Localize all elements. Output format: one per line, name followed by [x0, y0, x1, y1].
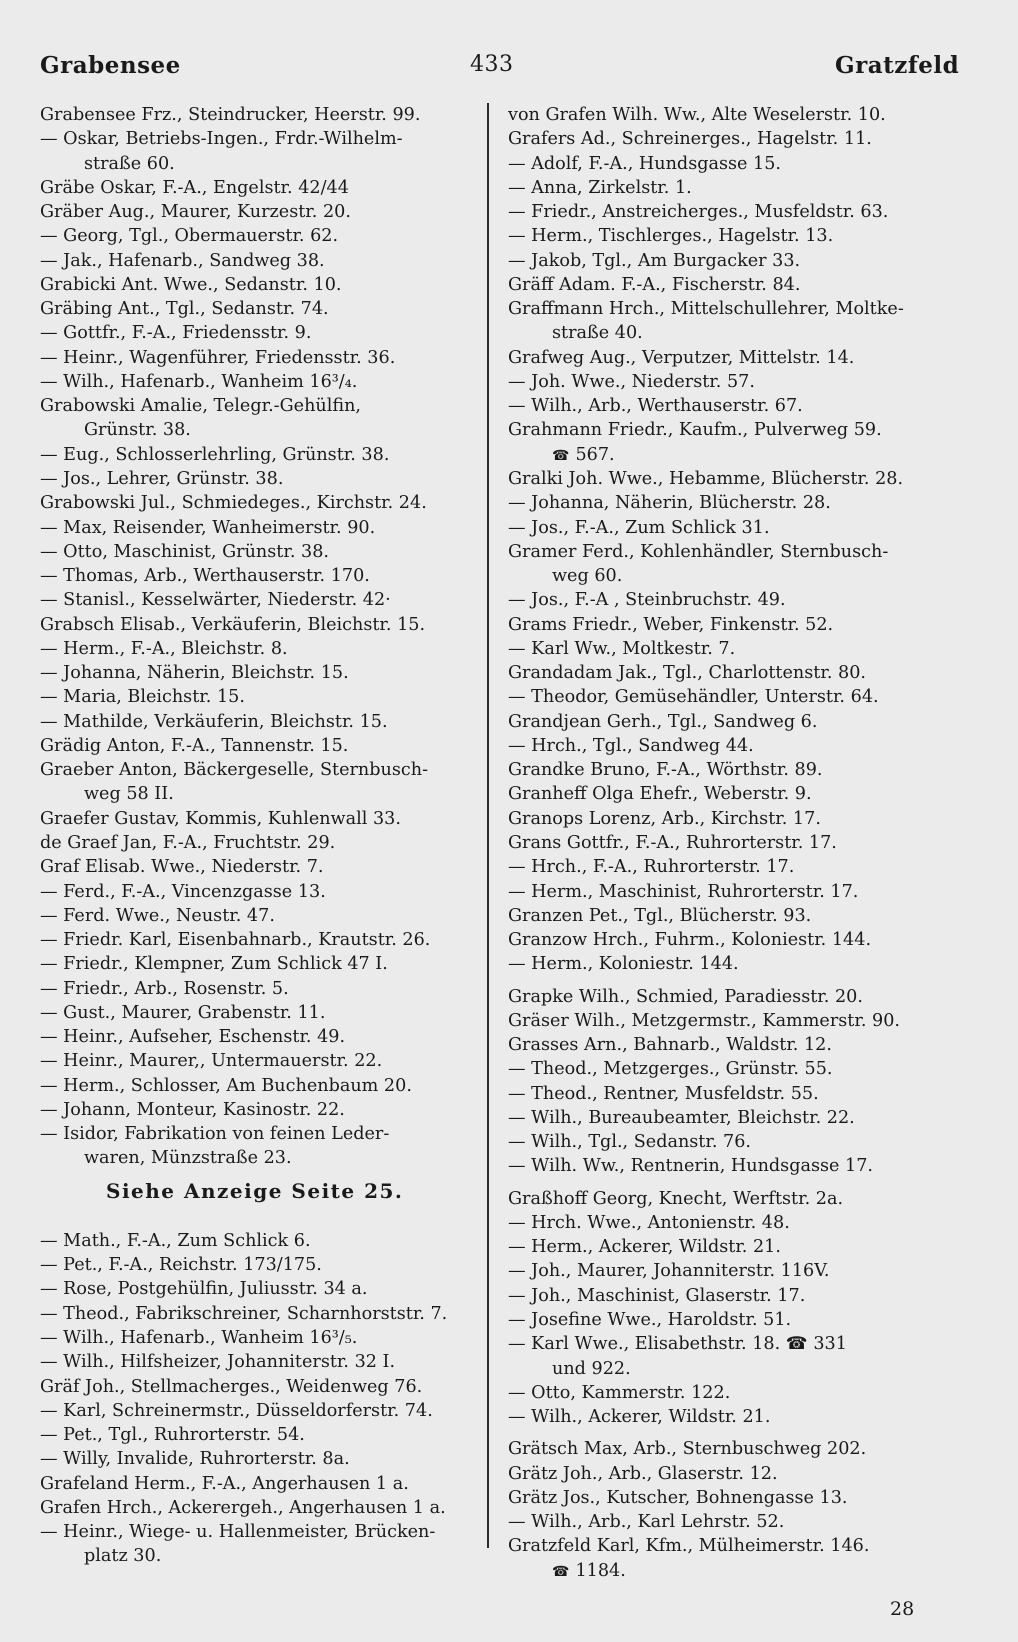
entry-text: Granheff Olga Ehefr., Weberstr. 9.	[508, 784, 812, 805]
directory-entry	[40, 613, 472, 637]
entry-text: platz 30.	[84, 1546, 162, 1567]
directory-entry	[508, 637, 940, 661]
entry-text: Siehe Anzeige Seite 25.	[106, 1178, 404, 1203]
entry-text: — Herm., Ackerer, Wildstr. 21.	[508, 1237, 781, 1258]
entry-text: de Graef Jan, F.-A., Fruchtstr. 29.	[40, 832, 336, 853]
header-left-keyword: Grabensee	[40, 52, 181, 79]
entry-text: Grapke Wilh., Schmied, Paradiesstr. 20.	[508, 986, 863, 1007]
directory-entry	[40, 1375, 472, 1399]
entry-text: — Theod., Metzgerges., Grünstr. 55.	[508, 1059, 833, 1080]
entry-text: — Herm., Koloniestr. 144.	[508, 954, 739, 975]
entry-continuation	[508, 1559, 940, 1583]
directory-entry	[508, 1154, 940, 1178]
entry-text: Graf Elisab. Wwe., Niederstr. 7.	[40, 857, 324, 878]
directory-entry	[508, 1259, 940, 1283]
sheet-number: 28	[890, 1598, 915, 1620]
entry-text: Grams Friedr., Weber, Finkenstr. 52.	[508, 614, 834, 635]
entry-text: Gräff Adam. F.-A., Fischerstr. 84.	[508, 274, 801, 295]
directory-entry	[508, 491, 940, 515]
entry-text: — Herm., Tischlerges., Hagelstr. 13.	[508, 226, 834, 247]
directory-entry	[508, 1033, 940, 1057]
directory-entry	[508, 831, 940, 855]
entry-text: — Wilh., Bureaubeamter, Bleichstr. 22.	[508, 1107, 855, 1128]
directory-entry	[40, 1326, 472, 1350]
entry-text: — Oskar, Betriebs-Ingen., Frdr.-Wilhelm-	[40, 129, 403, 150]
entry-text: — Willy, Invalide, Ruhrorterstr. 8a.	[40, 1449, 350, 1470]
directory-entry	[508, 1308, 940, 1332]
entry-text: Gratzfeld Karl, Kfm., Mülheimerstr. 146.	[508, 1536, 870, 1557]
entry-text: — Heinr., Wiege- u. Hallenmeister, Brücken-	[40, 1522, 436, 1543]
directory-entry	[508, 176, 940, 200]
directory-entry	[508, 516, 940, 540]
directory-entry	[40, 1302, 472, 1326]
directory-entry	[508, 467, 940, 491]
entry-continuation	[40, 152, 472, 176]
directory-entry	[40, 710, 472, 734]
entry-text: Grätz Jos., Kutscher, Bohnengasse 13.	[508, 1487, 848, 1508]
directory-entry	[508, 985, 940, 1009]
entry-text: — Johanna, Näherin, Blücherstr. 28.	[508, 493, 831, 514]
directory-entry	[40, 249, 472, 273]
entry-text: Graßhoff Georg, Knecht, Werftstr. 2a.	[508, 1188, 844, 1209]
entry-text: — Jos., Lehrer, Grünstr. 38.	[40, 468, 284, 489]
directory-entry	[508, 1106, 940, 1130]
entry-text: — Hrch. Wwe., Antonienstr. 48.	[508, 1212, 790, 1233]
entry-text: — Heinr., Maurer,, Untermauerstr. 22.	[40, 1051, 383, 1072]
directory-entry	[40, 1253, 472, 1277]
entry-text: Gräser Wilh., Metzgermstr., Kammerstr. 90.	[508, 1010, 900, 1031]
entry-continuation	[40, 1544, 472, 1568]
entry-text: — Joh., Maschinist, Glaserstr. 17.	[508, 1285, 806, 1306]
directory-entry	[40, 1350, 472, 1374]
left-column	[40, 103, 472, 1569]
directory-entry	[508, 103, 940, 127]
directory-entry	[40, 1025, 472, 1049]
entry-text: von Grafen Wilh. Ww., Alte Weselerstr. 10.	[508, 105, 886, 125]
entry-text: — Gust., Maurer, Grabenstr. 11.	[40, 1002, 326, 1023]
entry-continuation	[40, 1146, 472, 1170]
directory-entry	[508, 1462, 940, 1486]
directory-entry	[40, 491, 472, 515]
entry-text: Graeber Anton, Bäckergeselle, Sternbusch-	[40, 760, 429, 781]
directory-entry	[40, 346, 472, 370]
entry-text: — Wilh., Hafenarb., Wanheim 16³/₅.	[40, 1328, 358, 1349]
entry-text: — Wilh., Hafenarb., Wanheim 16³/₄.	[40, 371, 358, 392]
entry-text: — Friedr., Klempner, Zum Schlick 47 I.	[40, 954, 388, 975]
entry-text: — Friedr., Anstreicherges., Musfeldstr. 63.	[508, 202, 889, 223]
entry-text: — Friedr. Karl, Eisenbahnarb., Krautstr. 26.	[40, 930, 431, 951]
directory-entry	[508, 588, 940, 612]
directory-entry	[508, 685, 940, 709]
directory-entry	[40, 1001, 472, 1025]
entry-text: — Josefine Wwe., Haroldstr. 51.	[508, 1310, 792, 1331]
directory-entry	[508, 152, 940, 176]
entry-text: — Georg, Tgl., Obermauerstr. 62.	[40, 226, 339, 247]
directory-entry	[508, 807, 940, 831]
directory-entry	[508, 1082, 940, 1106]
entry-text: waren, Münzstraße 23.	[84, 1148, 292, 1169]
entry-text: — Theod., Fabrikschreiner, Scharnhorststr. 7.	[40, 1303, 448, 1324]
entry-text: — Joh., Maurer, Johanniterstr. 116V.	[508, 1261, 830, 1282]
entry-text: Grabicki Ant. Wwe., Sedanstr. 10.	[40, 274, 342, 295]
page-header	[0, 52, 1018, 88]
directory-entry	[40, 952, 472, 976]
entry-continuation	[508, 443, 940, 467]
directory-entry	[508, 734, 940, 758]
entry-text: Gräber Aug., Maurer, Kurzestr. 20.	[40, 202, 351, 223]
directory-entry	[40, 394, 472, 418]
entry-text: Grabowski Jul., Schmiedeges., Kirchstr. 24.	[40, 493, 427, 514]
directory-entry	[508, 540, 940, 564]
entry-text: — Ferd., F.-A., Vincenzgasse 13.	[40, 881, 326, 902]
entry-text: — Joh. Wwe., Niederstr. 57.	[508, 371, 755, 392]
directory-entry	[40, 127, 472, 151]
directory-entry	[40, 467, 472, 491]
entry-text: 1184.	[575, 1560, 626, 1581]
entry-text: Grasses Arn., Bahnarb., Waldstr. 12.	[508, 1035, 832, 1056]
directory-entry	[508, 346, 940, 370]
directory-entry	[508, 249, 940, 273]
directory-entry	[508, 200, 940, 224]
entry-text: — Pet., F.-A., Reichstr. 173/175.	[40, 1255, 322, 1276]
entry-text: Grafeland Herm., F.-A., Angerhausen 1 a.	[40, 1473, 409, 1494]
entry-text: weg 58 II.	[84, 784, 174, 805]
entry-text: — Wilh., Hilfsheizer, Johanniterstr. 32 I.	[40, 1352, 396, 1373]
directory-entry	[40, 540, 472, 564]
directory-entry	[40, 516, 472, 540]
directory-entry	[508, 710, 940, 734]
entry-text: — Hrch., Tgl., Sandweg 44.	[508, 735, 754, 756]
directory-entry	[40, 1399, 472, 1423]
entry-text: Grans Gottfr., F.-A., Ruhrorterstr. 17.	[508, 832, 837, 853]
entry-text: — Pet., Tgl., Ruhrorterstr. 54.	[40, 1425, 305, 1446]
directory-entry	[40, 758, 472, 782]
entry-text: Grandke Bruno, F.-A., Wörthstr. 89.	[508, 760, 823, 781]
directory-entry	[40, 880, 472, 904]
directory-entry	[508, 418, 940, 442]
directory-entry	[40, 224, 472, 248]
entry-continuation	[508, 321, 940, 345]
directory-entry	[508, 661, 940, 685]
directory-entry	[508, 1057, 940, 1081]
entry-text: — Maria, Bleichstr. 15.	[40, 687, 245, 708]
entry-text: Grünstr. 38.	[84, 420, 191, 441]
entry-text: straße 40.	[552, 323, 643, 344]
entry-text: — Karl, Schreinermstr., Düsseldorferstr. 74.	[40, 1400, 433, 1421]
entry-text: straße 60.	[84, 153, 175, 174]
entry-text: — Anna, Zirkelstr. 1.	[508, 177, 692, 198]
directory-entry	[40, 1074, 472, 1098]
advertisement-notice	[40, 1179, 472, 1203]
directory-entry	[508, 782, 940, 806]
directory-entry	[40, 1229, 472, 1253]
right-column	[508, 103, 940, 1583]
entry-text: Gramer Ferd., Kohlenhändler, Sternbusch-	[508, 541, 889, 562]
directory-entry	[508, 1284, 940, 1308]
page-number: 433	[470, 52, 514, 77]
entry-text: — Jos., F.-A., Zum Schlick 31.	[508, 517, 770, 538]
directory-entry	[40, 176, 472, 200]
directory-entry	[508, 1437, 940, 1461]
directory-entry	[40, 370, 472, 394]
directory-entry	[40, 685, 472, 709]
directory-entry	[40, 1122, 472, 1146]
entry-text: — Johanna, Näherin, Bleichstr. 15.	[40, 663, 349, 684]
directory-entry	[508, 904, 940, 928]
entry-text: — Isidor, Fabrikation von feinen Leder-	[40, 1124, 390, 1145]
directory-entry	[40, 904, 472, 928]
entry-text: Grafen Hrch., Ackerergeh., Angerhausen 1 a.	[40, 1497, 446, 1518]
directory-entry	[508, 758, 940, 782]
entry-text: — Thomas, Arb., Werthauserstr. 170.	[40, 566, 370, 587]
directory-entry	[40, 588, 472, 612]
entry-continuation	[40, 782, 472, 806]
entry-text: — Hrch., F.-A., Ruhrorterstr. 17.	[508, 857, 795, 878]
entry-text: Grafweg Aug., Verputzer, Mittelstr. 14.	[508, 347, 855, 368]
directory-entry	[508, 1405, 940, 1429]
directory-entry	[40, 637, 472, 661]
header-right-keyword: Gratzfeld	[835, 52, 960, 79]
directory-entry	[508, 1332, 940, 1356]
entry-text: — Johann, Monteur, Kasinostr. 22.	[40, 1099, 345, 1120]
directory-entry	[40, 1423, 472, 1447]
entry-continuation	[508, 1357, 940, 1381]
directory-entry	[508, 1486, 940, 1510]
entry-continuation	[40, 418, 472, 442]
entry-text: Grandadam Jak., Tgl., Charlottenstr. 80.	[508, 663, 866, 684]
entry-text: — Stanisl., Kesselwärter, Niederstr. 42·	[40, 590, 391, 611]
entry-text: Grandjean Gerh., Tgl., Sandweg 6.	[508, 711, 818, 732]
directory-entry	[40, 1472, 472, 1496]
entry-text: — Friedr., Arb., Rosenstr. 5.	[40, 978, 289, 999]
entry-text: weg 60.	[552, 566, 623, 587]
entry-text: — Mathilde, Verkäuferin, Bleichstr. 15.	[40, 711, 388, 732]
directory-entry	[40, 103, 472, 127]
telephone-icon: ☎	[552, 1563, 570, 1580]
entry-text: — Wilh. Ww., Rentnerin, Hundsgasse 17.	[508, 1156, 874, 1177]
entry-text: — Eug., Schlosserlehrling, Grünstr. 38.	[40, 444, 390, 465]
directory-entry	[508, 1510, 940, 1534]
entry-text: — Jakob, Tgl., Am Burgacker 33.	[508, 250, 801, 271]
directory-entry	[508, 1187, 940, 1211]
entry-text: — Theod., Rentner, Musfeldstr. 55.	[508, 1083, 819, 1104]
directory-entry	[40, 977, 472, 1001]
entry-text: Grabowski Amalie, Telegr.-Gehülfin,	[40, 396, 362, 417]
directory-entry	[508, 127, 940, 151]
directory-entry	[508, 1534, 940, 1558]
entry-text: Grädig Anton, F.-A., Tannenstr. 15.	[40, 735, 349, 756]
entry-text: Gräbe Oskar, F.-A., Engelstr. 42/44	[40, 177, 349, 198]
entry-text: Granzen Pet., Tgl., Blücherstr. 93.	[508, 905, 812, 926]
entry-text: Grätsch Max, Arb., Sternbuschweg 202.	[508, 1439, 867, 1460]
directory-entry	[40, 855, 472, 879]
directory-entry	[40, 831, 472, 855]
entry-text: — Max, Reisender, Wanheimerstr. 90.	[40, 517, 376, 538]
entry-text: Grabensee Frz., Steindrucker, Heerstr. 99.	[40, 105, 421, 125]
directory-entry	[40, 1049, 472, 1073]
directory-entry	[40, 321, 472, 345]
directory-entry	[508, 1009, 940, 1033]
directory-entry	[40, 1496, 472, 1520]
entry-text: und 922.	[552, 1358, 631, 1379]
entry-text: — Otto, Maschinist, Grünstr. 38.	[40, 541, 329, 562]
telephone-icon: ☎	[552, 447, 570, 464]
directory-entry	[508, 880, 940, 904]
entry-text: — Karl Ww., Moltkestr. 7.	[508, 638, 736, 659]
entry-text: — Ferd. Wwe., Neustr. 47.	[40, 905, 275, 926]
directory-entry	[508, 394, 940, 418]
directory-entry	[40, 734, 472, 758]
entry-text: Grafers Ad., Schreinerges., Hagelstr. 11.	[508, 129, 872, 150]
directory-entry	[40, 297, 472, 321]
directory-entry	[40, 443, 472, 467]
entry-continuation	[508, 564, 940, 588]
entry-text: Granzow Hrch., Fuhrm., Koloniestr. 144.	[508, 930, 872, 951]
directory-entry	[508, 613, 940, 637]
entry-text: — Theodor, Gemüsehändler, Unterstr. 64.	[508, 687, 879, 708]
entry-text: — Heinr., Wagenführer, Friedensstr. 36.	[40, 347, 396, 368]
entry-text: Graefer Gustav, Kommis, Kuhlenwall 33.	[40, 808, 401, 829]
entry-text: — Wilh., Arb., Werthauserstr. 67.	[508, 396, 803, 417]
entry-text: 567.	[575, 444, 615, 465]
directory-entry	[40, 564, 472, 588]
entry-text: Gräf Joh., Stellmacherges., Weidenweg 76.	[40, 1376, 423, 1397]
directory-entry	[508, 1235, 940, 1259]
entry-text: — Wilh., Arb., Karl Lehrstr. 52.	[508, 1512, 785, 1533]
directory-entry	[40, 1098, 472, 1122]
directory-entry	[40, 1447, 472, 1471]
directory-entry	[508, 273, 940, 297]
directory-entry	[40, 200, 472, 224]
entry-text: — Gottfr., F.-A., Friedensstr. 9.	[40, 323, 312, 344]
entry-text: — Herm., F.-A., Bleichstr. 8.	[40, 638, 288, 659]
entry-text: — Wilh., Ackerer, Wildstr. 21.	[508, 1407, 771, 1428]
entry-text: — Jos., F.-A , Steinbruchstr. 49.	[508, 590, 786, 611]
entry-text: Grätz Joh., Arb., Glaserstr. 12.	[508, 1463, 778, 1484]
entry-text: — Jak., Hafenarb., Sandweg 38.	[40, 250, 325, 271]
directory-entry	[508, 297, 940, 321]
column-divider	[487, 103, 489, 1548]
directory-entry	[508, 1211, 940, 1235]
directory-entry	[508, 928, 940, 952]
entry-text: — Adolf, F.-A., Hundsgasse 15.	[508, 153, 782, 174]
directory-entry	[40, 807, 472, 831]
entry-text: Granops Lorenz, Arb., Kirchstr. 17.	[508, 808, 821, 829]
directory-entry	[40, 1277, 472, 1301]
entry-text: Gräbing Ant., Tgl., Sedanstr. 74.	[40, 299, 329, 320]
entry-text: — Rose, Postgehülfin, Juliusstr. 34 a.	[40, 1279, 368, 1300]
directory-entry	[508, 1130, 940, 1154]
entry-text: — Heinr., Aufseher, Eschenstr. 49.	[40, 1027, 346, 1048]
entry-text: — Otto, Kammerstr. 122.	[508, 1382, 731, 1403]
directory-entry	[508, 370, 940, 394]
directory-entry	[40, 1520, 472, 1544]
entry-text: Grabsch Elisab., Verkäuferin, Bleichstr. 15.	[40, 614, 426, 635]
directory-entry	[40, 273, 472, 297]
entry-text: Graffmann Hrch., Mittelschullehrer, Moltke-	[508, 299, 904, 320]
entry-text: — Wilh., Tgl., Sedanstr. 76.	[508, 1132, 752, 1153]
directory-entry	[508, 952, 940, 976]
entry-text: — Math., F.-A., Zum Schlick 6.	[40, 1230, 311, 1251]
directory-entry	[508, 1381, 940, 1405]
directory-entry	[40, 928, 472, 952]
directory-entry	[508, 855, 940, 879]
entry-text: Gralki Joh. Wwe., Hebamme, Blücherstr. 28.	[508, 468, 904, 489]
directory-entry	[508, 224, 940, 248]
directory-entry	[40, 661, 472, 685]
entry-text: — Herm., Maschinist, Ruhrorterstr. 17.	[508, 881, 859, 902]
entry-text: — Karl Wwe., Elisabethstr. 18. ☎ 331	[508, 1334, 847, 1355]
entry-text: — Herm., Schlosser, Am Buchenbaum 20.	[40, 1075, 412, 1096]
entry-text: Grahmann Friedr., Kaufm., Pulverweg 59.	[508, 420, 882, 441]
